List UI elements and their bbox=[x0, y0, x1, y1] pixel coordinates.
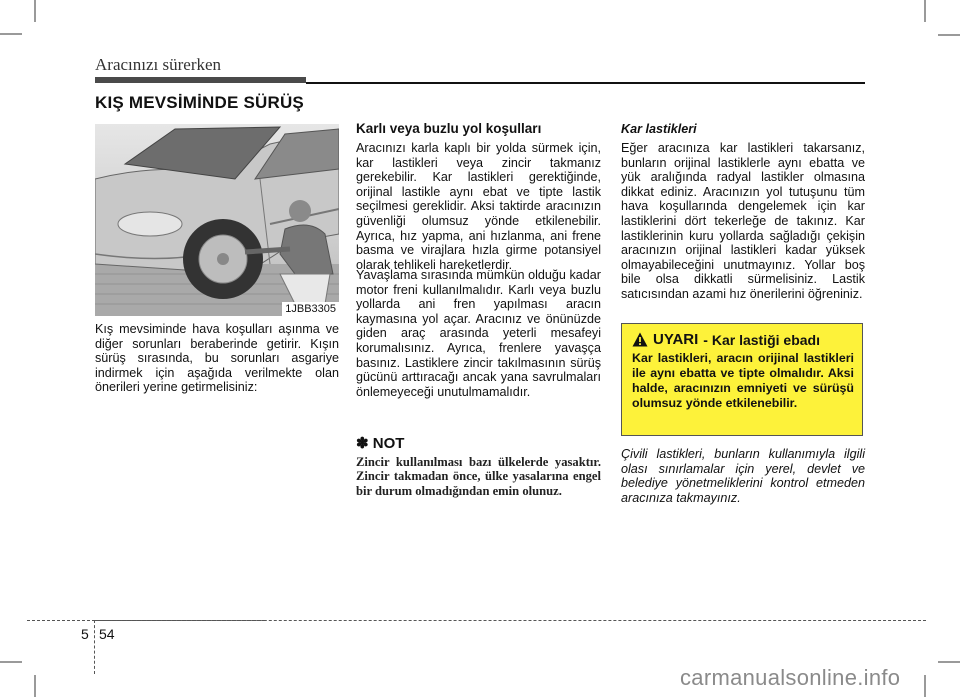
intro-paragraph: Kış mevsiminde hava koşulları aşınma ve diğer sorunları beraberinde getirir. Kışın sürüş sırasında, bu sorunları asgariye indirmek için aşağıda verilmekte olan önerileri yerine getirmelisiniz: bbox=[95, 322, 339, 395]
section-title: KIŞ MEVSİMİNDE SÜRÜŞ bbox=[95, 93, 304, 112]
note-title bbox=[356, 434, 404, 452]
warning-title bbox=[632, 331, 854, 348]
footer-divider bbox=[94, 620, 926, 621]
footer-divider-vertical bbox=[94, 620, 95, 674]
heading-snowy-icy-roads: Karlı veya buzlu yol koşulları bbox=[356, 121, 542, 136]
watermark: carmanualsonline.info bbox=[680, 665, 901, 690]
asterisk-icon: ✽ bbox=[356, 435, 369, 452]
warning-subtitle: - Kar lastiği ebadı bbox=[703, 331, 820, 348]
crop-mark bbox=[0, 661, 22, 663]
page-number: 54 bbox=[99, 626, 115, 642]
header-rule bbox=[306, 82, 865, 84]
snowy-roads-paragraph-2: Yavaşlama sırasında mümkün olduğu kadar motor freni kullanılmalıdır. Karlı veya buzlu yollarda ani fren yapılması aracın kaymasına yol açar. Aracınız ve önünüzde giden araç arasında yeterli mesafeyi korumalısınız. Ayrıca, frenlere yavaşça basınız. Lastiklere zincir takılmasının sürüş gücünü arttıracağı ancak yana savrulmaları önlemeyeceği unutulmamalıdır. bbox=[356, 268, 601, 399]
figure-code: 1JBB3305 bbox=[282, 302, 339, 316]
figure-tire-chain-illustration bbox=[95, 124, 339, 316]
crop-mark bbox=[924, 675, 926, 697]
warning-body: Kar lastikleri, aracın orijinal lastikleri ile aynı ebatta ve tipte olmalıdır. Aksi halde, aracınızın emniyeti ve sürüşü olumsuz yönde etkilenebilir. bbox=[632, 351, 854, 410]
warning-triangle-icon bbox=[632, 332, 648, 347]
snowy-roads-paragraph-1: Aracınızı karla kaplı bir yolda sürmek için, kar lastikleri veya zincir takmanız gerekebilir. Kar lastikleri gerektiğinde, orijinal lastikle aynı ebat ve tipte lastik seçilmesi gereklidir. Aksi taktirde aracınızın güvenliği olumsuz yönde etkilenebilir. Ayrıca, hız yapma, ani hızlanma, ani frene basma ve virajlara hızla girme potansiyel olarak tehlikeli hareketlerdir. bbox=[356, 141, 601, 272]
heading-snow-tires: Kar lastikleri bbox=[621, 122, 697, 136]
crop-mark bbox=[938, 34, 960, 36]
crop-mark bbox=[924, 0, 926, 22]
chapter-number: 5 bbox=[81, 626, 89, 642]
warning-label: UYARI bbox=[653, 331, 699, 348]
header-bar bbox=[95, 77, 306, 83]
snow-tires-paragraph: Eğer aracınıza kar lastikleri takarsanız, bunların orijinal lastiklerle aynı ebatta ve yük aralığında radyal lastikler olmasına dikkat ediniz. Aracınızın yol tutuşunu tüm hava koşullarında dengelemek için kar lastiklerini dört tekerleğe de takınız. Kar lastiklerinin kuru yollarda sağladığı çekişin aracınızın orijinal lastikleri kadar yüksek olmayabileceğini unutmayınız. Yollar boş bile olsa dikkatli sürmelisiniz. Lastik satıcısından azami hız önerilerini öğreniniz. bbox=[621, 141, 865, 301]
running-head: Aracınızı sürerken bbox=[95, 55, 222, 74]
crop-mark bbox=[0, 33, 22, 35]
warning-box bbox=[621, 323, 863, 436]
note-label: NOT bbox=[372, 435, 405, 452]
crop-mark bbox=[34, 0, 36, 22]
note-body: Zincir kullanılması bazı ülkelerde yasaktır. Zincir takmadan önce, ülke yasalarına engel bir durum olmadığından emin olunuz. bbox=[356, 455, 601, 498]
car-illustration-icon bbox=[95, 124, 339, 316]
crop-mark bbox=[938, 661, 960, 663]
crop-mark bbox=[34, 675, 36, 697]
studded-tires-paragraph: Çivili lastikleri, bunların kullanımıyla ilgili olası sınırlamalar için yerel, devlet ve belediye yönetmeliklerini kontrol etmeden aracınıza takmayınız. bbox=[621, 447, 865, 505]
